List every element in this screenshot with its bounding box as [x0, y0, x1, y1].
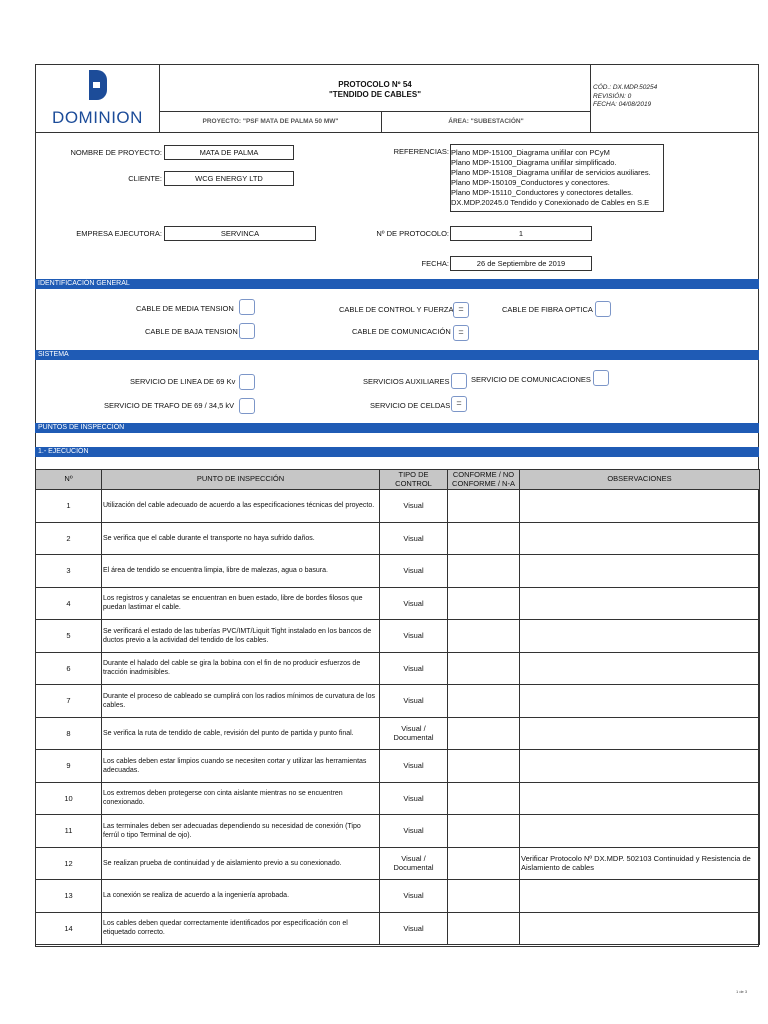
system-comunicaciones-label: SERVICIO DE COMUNICACIONES: [471, 375, 591, 384]
page-number: 1 de 3: [736, 989, 748, 994]
option-fibra-optica-label: CABLE DE FIBRA OPTICA: [502, 305, 593, 314]
cell-observations[interactable]: [520, 522, 760, 555]
option-media-tension-checkbox[interactable]: [239, 299, 255, 315]
cell-number: 9: [36, 750, 102, 783]
cell-conformity[interactable]: [448, 685, 520, 718]
cell-inspection-point: Utilización del cable adecuado de acuerdo a las especificaciones técnicas del proyecto.: [102, 490, 380, 523]
cell-control-type: Visual: [380, 522, 448, 555]
cell-observations[interactable]: [520, 652, 760, 685]
cell-conformity[interactable]: [448, 587, 520, 620]
system-comunicaciones-checkbox[interactable]: [593, 370, 609, 386]
cell-observations[interactable]: Verificar Protocolo Nº DX.MDP. 502103 Continuidad y Resistencia de Aislamiento de cables: [520, 847, 760, 880]
reference-item: Plano MDP-15100_Diagrama unifilar simplificado.: [451, 158, 617, 167]
section-execution-bar: 1.- EJECUCIÓN: [35, 447, 759, 457]
system-auxiliares-label: SERVICIOS AUXILIARES: [363, 377, 450, 386]
col-header-point: PUNTO DE INSPECCIÓN: [102, 470, 380, 490]
document-revision: REVISIÓN: 0: [593, 92, 632, 100]
cell-number: 14: [36, 912, 102, 945]
dominion-logo-icon: [89, 70, 107, 100]
cell-observations[interactable]: [520, 782, 760, 815]
header-project: PROYECTO: "PSF MATA DE PALMA 50 MW": [160, 112, 382, 132]
table-row: [36, 620, 760, 653]
cell-inspection-point: Los extremos deben protegerse con cinta aislante mientras no se encuentren conexionado.: [102, 782, 380, 815]
header-divider: [35, 132, 759, 133]
cell-number: 2: [36, 522, 102, 555]
protocol-number-label: Nº DE PROTOCOLO:: [376, 229, 449, 238]
header-area: ÁREA: "SUBESTACIÓN": [448, 118, 524, 125]
col-header-num: Nº: [36, 470, 102, 490]
reference-item: Plano MDP-15108_Diagrama unifilar de servicios auxiliares.: [451, 168, 651, 177]
date-field[interactable]: 26 de Septiembre de 2019: [450, 256, 592, 271]
col-header-conform: CONFORME / NO CONFORME / N-A: [448, 470, 520, 490]
table-row: [36, 490, 760, 523]
cell-conformity[interactable]: [448, 912, 520, 945]
option-comunicacion-checkbox[interactable]: [453, 325, 469, 341]
cell-inspection-point: Los cables deben estar limpios cuando se necesiten cortar y utilizar las herramientas adecuadas.: [102, 750, 380, 783]
cell-control-type: Visual: [380, 750, 448, 783]
executor-label: EMPRESA EJECUTORA:: [76, 229, 162, 238]
logo-text: DOMINION: [52, 108, 143, 127]
cell-conformity[interactable]: [448, 717, 520, 750]
cell-inspection-point: Durante el halado del cable se gira la bobina con el fin de no producir esfuerzos de tracción inadmisibles.: [102, 652, 380, 685]
executor-field[interactable]: SERVINCA: [164, 226, 316, 241]
cell-inspection-point: Se realizan prueba de continuidad y de aislamiento previo a su conexionado.: [102, 847, 380, 880]
table-row: [36, 652, 760, 685]
cell-number: 4: [36, 587, 102, 620]
cell-number: 3: [36, 555, 102, 588]
cell-inspection-point: Los registros y canaletas se encuentran en buen estado, libre de bordes filosos que puedan lastimar el cable.: [102, 587, 380, 620]
table-row: [36, 815, 760, 848]
cell-conformity[interactable]: [448, 847, 520, 880]
option-baja-tension-checkbox[interactable]: [239, 323, 255, 339]
table-row: [36, 685, 760, 718]
cell-conformity[interactable]: [448, 652, 520, 685]
inspection-table: [35, 469, 760, 945]
option-control-fuerza-checkbox[interactable]: [453, 302, 469, 318]
system-auxiliares-checkbox[interactable]: [451, 373, 467, 389]
reference-item: Plano MDP-15100_Diagrama unifilar con PCyM: [451, 148, 610, 157]
cell-inspection-point: Se verifica la ruta de tendido de cable, revisión del punto de partida y punto final.: [102, 717, 380, 750]
section-system-bar: SISTEMA: [35, 350, 759, 360]
cell-number: 13: [36, 880, 102, 913]
protocol-name: "TENDIDO DE CABLES": [328, 90, 422, 99]
protocol-title: [160, 80, 590, 100]
document-metadata: [590, 64, 759, 132]
cell-observations[interactable]: [520, 490, 760, 523]
cell-control-type: Visual: [380, 815, 448, 848]
cell-observations[interactable]: [520, 815, 760, 848]
reference-item: Plano MDP-150109_Conductores y conectores.: [451, 178, 610, 187]
cell-number: 12: [36, 847, 102, 880]
cell-control-type: Visual: [380, 620, 448, 653]
client-label: CLIENTE:: [128, 174, 162, 183]
protocol-number: PROTOCOLO Nº 54: [338, 80, 412, 89]
col-header-observations: OBSERVACIONES: [520, 470, 760, 490]
table-row: [36, 555, 760, 588]
cell-control-type: Visual: [380, 685, 448, 718]
col-header-control: TIPO DE CONTROL: [380, 470, 448, 490]
cell-observations[interactable]: [520, 587, 760, 620]
references-label: REFERENCIAS:: [393, 147, 449, 156]
document-code: CÓD.: DX.MDP.50254: [593, 84, 658, 91]
option-comunicacion-label: CABLE DE COMUNICACIÓN: [352, 327, 451, 336]
cell-control-type: Visual / Documental: [380, 717, 448, 750]
project-name-label: NOMBRE DE PROYECTO:: [70, 148, 162, 157]
table-row: [36, 717, 760, 750]
project-name-field[interactable]: MATA DE PALMA: [164, 145, 294, 160]
cell-control-type: Visual: [380, 587, 448, 620]
cell-conformity[interactable]: [448, 880, 520, 913]
cell-control-type: Visual: [380, 555, 448, 588]
cell-number: 1: [36, 490, 102, 523]
option-fibra-optica-checkbox[interactable]: [595, 301, 611, 317]
cell-inspection-point: Se verificará el estado de las tuberías PVC/IMT/Liquit Tight instalado en los bancos de ductos previo a la actividad del tendido de los cables.: [102, 620, 380, 653]
cell-observations[interactable]: [520, 880, 760, 913]
cell-observations[interactable]: [520, 685, 760, 718]
system-trafo-label: SERVICIO DE TRAFO DE 69 / 34,5 kV: [104, 401, 235, 410]
table-row: [36, 880, 760, 913]
cell-number: 6: [36, 652, 102, 685]
table-row: [36, 847, 760, 880]
cell-conformity[interactable]: [448, 782, 520, 815]
cell-conformity[interactable]: [448, 555, 520, 588]
reference-item: Plano MDP-15110_Conductores y conectores detalles.: [451, 188, 634, 197]
client-field[interactable]: WCG ENERGY LTD: [164, 171, 294, 186]
reference-item: DX.MDP.20245.0 Tendido y Conexionado de Cables en S.E: [451, 198, 650, 207]
cell-control-type: Visual: [380, 912, 448, 945]
table-row: [36, 912, 760, 945]
cell-number: 7: [36, 685, 102, 718]
system-linea-checkbox[interactable]: [239, 374, 255, 390]
system-trafo-checkbox[interactable]: [239, 398, 255, 414]
table-row: [36, 522, 760, 555]
cell-control-type: Visual: [380, 490, 448, 523]
date-label: FECHA:: [421, 259, 449, 268]
system-celdas-label: SERVICIO DE CELDAS: [370, 401, 451, 410]
cell-conformity[interactable]: [448, 620, 520, 653]
cell-control-type: Visual / Documental: [380, 847, 448, 880]
cell-conformity[interactable]: [448, 750, 520, 783]
cell-inspection-point: El área de tendido se encuentra limpia, libre de malezas, agua o basura.: [102, 555, 380, 588]
table-row: [36, 750, 760, 783]
section-general-bar: IDENTIFICACIÓN GENERAL: [35, 279, 759, 289]
cell-control-type: Visual: [380, 782, 448, 815]
cell-control-type: Visual: [380, 880, 448, 913]
cell-inspection-point: La conexión se realiza de acuerdo a la ingeniería aprobada.: [102, 880, 380, 913]
cell-inspection-point: Los cables deben quedar correctamente identificados por especificación con el etiquetado correcto.: [102, 912, 380, 945]
cell-inspection-point: Se verifica que el cable durante el transporte no haya sufrido daños.: [102, 522, 380, 555]
cell-number: 8: [36, 717, 102, 750]
cell-observations[interactable]: [520, 717, 760, 750]
cell-control-type: Visual: [380, 652, 448, 685]
cell-conformity[interactable]: [448, 490, 520, 523]
cell-conformity[interactable]: [448, 522, 520, 555]
cell-number: 5: [36, 620, 102, 653]
table-row: [36, 782, 760, 815]
system-linea-label: SERVICIO DE LINEA DE 69 Kv: [130, 377, 236, 386]
cell-observations[interactable]: [520, 555, 760, 588]
cell-inspection-point: Las terminales deben ser adecuadas dependiendo su necesidad de conexión (Tipo ferrúl o tipo Terminal de ojo).: [102, 815, 380, 848]
document-date: FECHA: 04/08/2019: [593, 101, 652, 108]
protocol-title-box: [160, 64, 590, 112]
cell-observations[interactable]: [520, 620, 760, 653]
system-celdas-checkbox[interactable]: [451, 396, 467, 412]
option-media-tension-label: CABLE DE MEDIA TENSION: [136, 304, 234, 313]
references-field[interactable]: [450, 144, 664, 212]
section-inspection-bar: PUNTOS DE INSPECCIÓN: [35, 423, 759, 433]
option-control-fuerza-label: CABLE DE CONTROL Y FUERZA: [339, 305, 454, 314]
cell-number: 10: [36, 782, 102, 815]
cell-observations[interactable]: [520, 912, 760, 945]
table-header-row: [36, 470, 760, 490]
company-logo: [35, 64, 160, 132]
cell-number: 11: [36, 815, 102, 848]
protocol-number-field[interactable]: 1: [450, 226, 592, 241]
cell-observations[interactable]: [520, 750, 760, 783]
option-baja-tension-label: CABLE DE BAJA TENSION: [145, 327, 238, 336]
table-row: [36, 587, 760, 620]
cell-conformity[interactable]: [448, 815, 520, 848]
cell-inspection-point: Durante el proceso de cableado se cumplirá con los radios mínimos de curvatura de los cables.: [102, 685, 380, 718]
